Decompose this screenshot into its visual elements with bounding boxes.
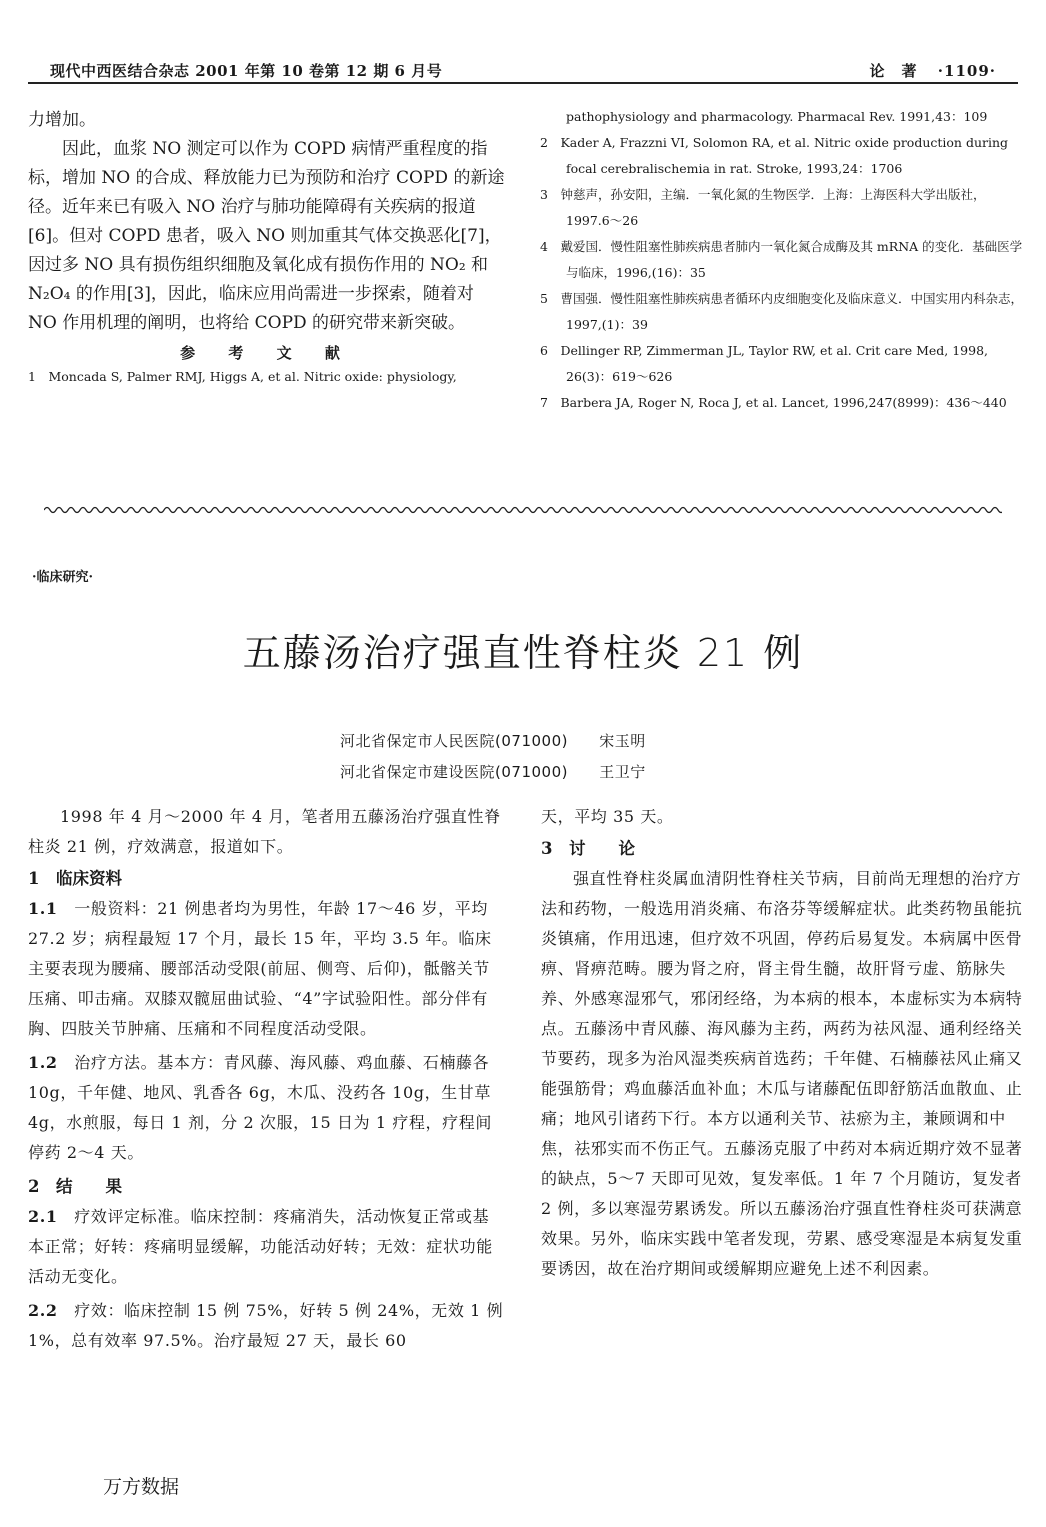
body-left-column — [28, 802, 504, 1356]
running-header-journal: 现代中西医结合杂志 2001 年第 10 卷第 12 期 6 月号 — [50, 62, 443, 80]
wavy-separator — [44, 503, 1002, 517]
affiliation-org: 河北省保定市人民医院(071000) — [340, 732, 568, 750]
running-header-page — [870, 60, 996, 81]
affiliation-org: 河北省保定市建设医院(071000) — [340, 763, 568, 781]
prev-paragraph: 因此，血浆 NO 测定可以作为 COPD 病情严重程度的指标，增加 NO 的合成、释放能力已为预防和治疗 COPD 的新途径。近年来已有吸入 NO 治疗与肺功能障碍有关疾病的报道[6]。但对 COPD 患者，吸入 NO 则加重其气体交换恶化[7]，因过多 NO 具有损伤组织细胞及氧化成有损伤作用的 NO₂ 和 N₂O₄ 的作用[3]，因此，临床应用尚需进一步探索，随着对 NO 作用机理的阐明，也将给 COPD 的研究带来新突破。 — [28, 139, 505, 333]
section-1-1 — [28, 894, 504, 1044]
author-name: 王卫宁 — [599, 763, 646, 781]
references-title: 参 考 文 献 — [180, 344, 354, 362]
reference-item: 7 Barbera JA, Roger N, Roca J, et al. Lancet, 1996,247(8999)：436～440 — [540, 395, 1007, 410]
section-tag: ·临床研究· — [32, 570, 94, 585]
running-header-section: 论 著 — [869, 62, 918, 80]
results-continuation: 天，平均 35 天。 — [541, 807, 674, 826]
reference-item: 2 Kader A, Frazzni VI, Solomon RA, et al. Nitric oxide production during focal cerebralischemia in rat. Stroke, 1993,24：1706 — [540, 135, 1009, 176]
body-right-column — [541, 802, 1023, 1284]
section-text: 疗效：临床控制 15 例 75%，好转 5 例 24%，无效 1 例 1%，总有效率 97.5%。治疗最短 27 天，最长 60 — [28, 1301, 504, 1350]
heading-clinical-data: 1 临床资料 — [28, 869, 122, 888]
prev-article-left-column — [28, 106, 506, 387]
prev-paragraph: 力增加。 — [28, 110, 96, 130]
reference-item: 1 Moncada S, Palmer RMJ, Higgs A, et al. Nitric oxide: physiology, — [28, 369, 457, 384]
reference-item: pathophysiology and pharmacology. Pharmacal Rev. 1991,43：109 — [566, 109, 988, 124]
section-number: 2.2 — [28, 1301, 58, 1320]
reference-item: 4 戴爱国．慢性阻塞性肺疾病患者肺内一氧化氮合成酶及其 mRNA 的变化．基础医学与临床，1996,(16)：35 — [540, 239, 1023, 280]
heading-discussion: 3 讨 论 — [541, 839, 635, 858]
section-number: 1.2 — [28, 1053, 58, 1072]
article-title: 五藤汤治疗强直性脊柱炎 21 例 — [242, 631, 804, 675]
section-2-1 — [28, 1202, 504, 1292]
discussion-paragraph: 强直性脊柱炎属血清阴性脊柱关节病，目前尚无理想的治疗方法和药物，一般选用消炎痛、布洛芬等缓解症状。此类药物虽能抗炎镇痛，作用迅速，但疗效不巩固，停药后易复发。本病属中医骨痹、肾痹范畴。腰为肾之府，肾主骨生髓，故肝肾亏虚、筋脉失养、外感寒湿邪气，邪闭经络，为本病的根本，本虚标实为本病特点。五藤汤中青风藤、海风藤为主药，两药为祛风湿、通利经络关节要药，现多为治风湿类疾病首选药；千年健、石楠藤祛风止痛又能强筋骨；鸡血藤活血补血；木瓜与诸藤配伍即舒筋活血散血、止痛；地风引诸药下行。本方以通利关节、祛瘀为主，兼顾调和中焦，祛邪实而不伤正气。五藤汤克服了中药对本病近期疗效不显著的缺点，5～7 天即可见效，复发率低。1 年 7 个月随访，复发者 2 例，多以寒湿劳累诱发。所以五藤汤治疗强直性脊柱炎可获满意效果。另外，临床实践中笔者发现，劳累、感受寒湿是本病复发重要诱因，故在治疗期间或缓解期应避免上述不利因素。 — [541, 869, 1023, 1278]
reference-item: 6 Dellinger RP, Zimmerman JL, Taylor RW, et al. Crit care Med, 1998, 26(3)：619～626 — [540, 343, 989, 384]
section-text: 一般资料：21 例患者均为男性，年龄 17～46 岁，平均 27.2 岁；病程最短 17 个月，最长 15 年，平均 3.5 年。临床主要表现为腰痛、腰部活动受限(前屈、侧弯、后仰)，骶髂关节压痛、叩击痛。双膝双髋屈曲试验、“4”字试验阳性。部分伴有胸、四肢关节肿痛、压痛和不同程度活动受限。 — [28, 899, 492, 1038]
section-2-2 — [28, 1296, 504, 1356]
reference-item: 3 钟慈声，孙安阳，主编．一氧化氮的生物医学．上海：上海医科大学出版社，1997.6～26 — [540, 187, 986, 228]
affiliation-2 — [340, 761, 646, 782]
author-name: 宋玉明 — [599, 732, 646, 750]
affiliation-1 — [340, 730, 646, 751]
intro-paragraph: 1998 年 4 月～2000 年 4 月，笔者用五藤汤治疗强直性脊柱炎 21 例，疗效满意，报道如下。 — [28, 807, 501, 856]
heading-results: 2 结 果 — [28, 1177, 122, 1196]
footer-watermark: 万方数据 — [103, 1476, 180, 1498]
reference-item: 5 曹国强．慢性阻塞性肺疾病患者循环内皮细胞变化及临床意义．中国实用内科杂志，1997,(1)：39 — [540, 291, 1023, 332]
header-rule — [28, 82, 1018, 84]
page-number: ·1109· — [937, 62, 996, 80]
section-text: 疗效评定标准。临床控制：疼痛消失，活动恢复正常或基本正常；好转：疼痛明显缓解，功能活动好转；无效：症状功能活动无变化。 — [28, 1207, 493, 1286]
section-number: 2.1 — [28, 1207, 58, 1226]
prev-article-right-column — [540, 104, 1024, 416]
section-1-2 — [28, 1048, 504, 1168]
section-number: 1.1 — [28, 899, 58, 918]
section-text: 治疗方法。基本方：青风藤、海风藤、鸡血藤、石楠藤各 10g，千年健、地风、乳香各 6g，木瓜、没药各 10g，生甘草 4g，水煎服，每日 1 剂，分 2 次服，15 日为 1 疗程，疗程间停药 2～4 天。 — [28, 1053, 492, 1162]
